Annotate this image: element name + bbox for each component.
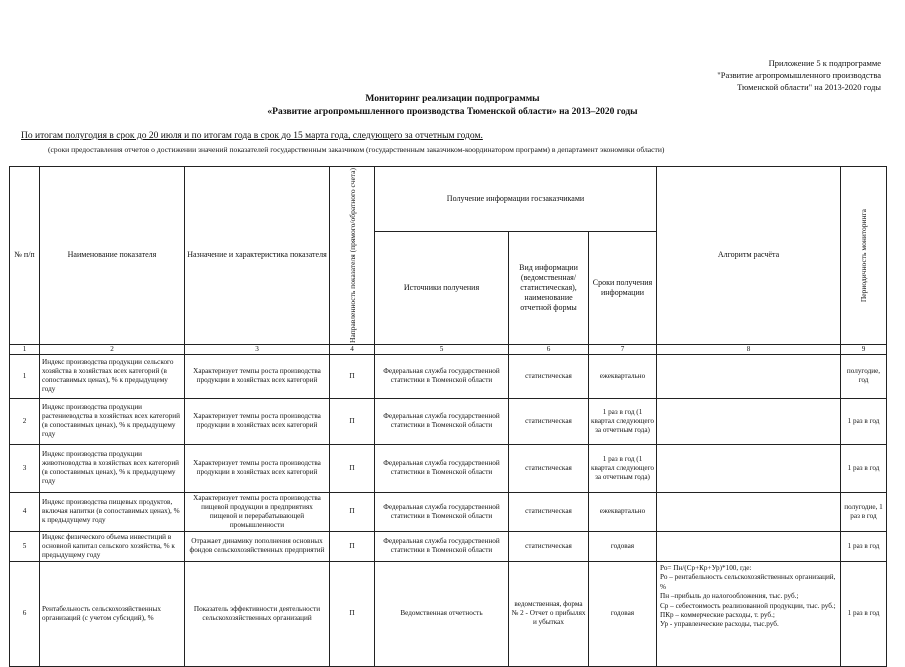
appendix-note — [717, 57, 881, 93]
header-terms: Сроки получения информации — [589, 231, 657, 344]
row-type: статистическая — [509, 492, 589, 531]
row-algorithm — [657, 444, 841, 492]
col-number: 2 — [40, 344, 185, 354]
table-row — [10, 398, 887, 444]
header-name: Наименование показателя — [40, 167, 185, 345]
row-terms: 1 раз в год (1 квартал следующего за отчетным года) — [589, 398, 657, 444]
row-periodicity: 1 раз в год — [841, 398, 887, 444]
reporting-deadline-note: (сроки предоставления отчетов о достижении значений показателей государственным заказчиком (государственным заказчиком-координатором программ) в департамент экономики области) — [48, 145, 665, 154]
row-periodicity: 1 раз в год — [841, 444, 887, 492]
header-info-group: Получение информации госзаказчиками — [375, 167, 657, 232]
reporting-deadline: По итогам полугодия в срок до 20 июля и по итогам года в срок до 15 марта года, следующего за отчетным годом. — [21, 131, 483, 141]
row-direction: П — [330, 492, 375, 531]
header-num: № п/п — [10, 167, 40, 345]
appendix-line-2: "Развитие агропромышленного производства — [717, 70, 881, 80]
table-row — [10, 492, 887, 531]
table-row — [10, 561, 887, 666]
formula-line: Ро= Пн/(Ср+Кр+Ур)*100, где: — [660, 563, 752, 572]
header-direction — [330, 167, 375, 345]
col-number: 6 — [509, 344, 589, 354]
row-terms: ежеквартально — [589, 354, 657, 398]
document-title: Мониторинг реализации подпрограммы — [365, 94, 540, 104]
row-name: Индекс производства пищевых продуктов, включая напитки (в сопоставимых ценах), % к предыдущему году — [40, 492, 185, 531]
formula-line: ПКр – коммерческие расходы, т. руб.; — [660, 610, 775, 619]
row-algorithm — [657, 354, 841, 398]
formula-line: Ур - управленческие расходы, тыс.руб. — [660, 620, 779, 629]
row-periodicity: 1 раз в год — [841, 531, 887, 561]
row-num: 4 — [10, 492, 40, 531]
row-type: статистическая — [509, 398, 589, 444]
row-periodicity: полугодие, год — [841, 354, 887, 398]
row-source: Федеральная служба государственной статистики в Тюменской области — [375, 531, 509, 561]
header-algorithm: Алгоритм расчёта — [657, 167, 841, 345]
table-row — [10, 444, 887, 492]
header-info-type: Вид информации (ведомственная/ статистическая), наименование отчетной формы — [509, 231, 589, 344]
row-num: 6 — [10, 561, 40, 666]
row-direction: П — [330, 398, 375, 444]
monitoring-table — [9, 166, 887, 667]
col-number: 3 — [185, 344, 330, 354]
row-periodicity: полугодие, 1 раз в год — [841, 492, 887, 531]
row-type: статистическая — [509, 531, 589, 561]
row-algorithm — [657, 531, 841, 561]
row-num: 2 — [10, 398, 40, 444]
row-purpose: Характеризует темпы роста производства продукции в хозяйствах всех категорий — [185, 444, 330, 492]
row-purpose: Показатель эффективности деятельности сельскохозяйственных организаций — [185, 561, 330, 666]
row-source: Федеральная служба государственной статистики в Тюменской области — [375, 398, 509, 444]
row-source: Федеральная служба государственной статистики в Тюменской области — [375, 492, 509, 531]
row-name: Индекс производства продукции животноводства в хозяйствах всех категорий (в сопоставимых ценах), % к предыдущему году — [40, 444, 185, 492]
row-direction: П — [330, 561, 375, 666]
row-direction: П — [330, 444, 375, 492]
formula-line: Пн –прибыль до налогообложения, тыс. руб.; — [660, 592, 799, 601]
row-name: Индекс физического объема инвестиций в основной капитал сельского хозяйства, % к предыдущему году — [40, 531, 185, 561]
header-purpose: Назначение и характеристика показателя — [185, 167, 330, 345]
row-algorithm-formula — [657, 561, 841, 666]
col-number: 5 — [375, 344, 509, 354]
row-purpose: Отражает динамику пополнения основных фондов сельскохозяйственных предприятий — [185, 531, 330, 561]
row-name: Индекс производства продукции растениеводства в хозяйствах всех категорий (в сопоставимых ценах), % к предыдущему году — [40, 398, 185, 444]
row-type: ведомственная, форма № 2 - Отчет о прибылях и убытках — [509, 561, 589, 666]
header-periodicity — [841, 167, 887, 345]
row-num: 5 — [10, 531, 40, 561]
row-source: Федеральная служба государственной статистики в Тюменской области — [375, 354, 509, 398]
row-num: 1 — [10, 354, 40, 398]
header-direction-text: Направленность показателя (прямого/обратного счета) — [347, 168, 357, 343]
col-number: 1 — [10, 344, 40, 354]
row-type: статистическая — [509, 444, 589, 492]
row-source: Ведомственная отчетность — [375, 561, 509, 666]
row-source: Федеральная служба государственной статистики в Тюменской области — [375, 444, 509, 492]
document-subtitle: «Развитие агропромышленного производства Тюменской области» на 2013–2020 годы — [267, 107, 638, 117]
table-row — [10, 354, 887, 398]
formula-line: Ср – себестоимость реализованной продукции, тыс. руб.; — [660, 601, 836, 610]
appendix-line-1: Приложение 5 к подпрограмме — [768, 58, 881, 68]
row-type: статистическая — [509, 354, 589, 398]
row-periodicity: 1 раз в год — [841, 561, 887, 666]
row-purpose: Характеризует темпы роста производства продукции в хозяйствах всех категорий — [185, 354, 330, 398]
row-terms: годовая — [589, 531, 657, 561]
row-name: Рентабельность сельскохозяйственных организаций (с учетом субсидий), % — [40, 561, 185, 666]
formula-line: Ро – рентабельность сельскохозяйственных организаций, % — [660, 573, 836, 591]
row-terms: ежеквартально — [589, 492, 657, 531]
col-number: 9 — [841, 344, 887, 354]
row-terms: годовая — [589, 561, 657, 666]
table-row — [10, 531, 887, 561]
row-direction: П — [330, 531, 375, 561]
row-algorithm — [657, 398, 841, 444]
row-algorithm — [657, 492, 841, 531]
row-terms: 1 раз в год (1 квартал следующего за отчетным года) — [589, 444, 657, 492]
col-number: 4 — [330, 344, 375, 354]
header-periodicity-text: Периодичность мониторинга — [859, 208, 868, 303]
col-number: 7 — [589, 344, 657, 354]
header-sources: Источники получения — [375, 231, 509, 344]
appendix-line-3: Тюменской области" на 2013-2020 годы — [737, 82, 881, 92]
row-purpose: Характеризует темпы роста производства продукции в хозяйствах всех категорий — [185, 398, 330, 444]
row-purpose: Характеризует темпы роста производства пищевой продукции в предприятиях пищевой и перерабатывающей промышленности — [185, 492, 330, 531]
row-direction: П — [330, 354, 375, 398]
row-num: 3 — [10, 444, 40, 492]
col-number: 8 — [657, 344, 841, 354]
row-name: Индекс производства продукции сельского хозяйства в хозяйствах всех категорий (в сопоставимых ценах), % к предыдущему году — [40, 354, 185, 398]
